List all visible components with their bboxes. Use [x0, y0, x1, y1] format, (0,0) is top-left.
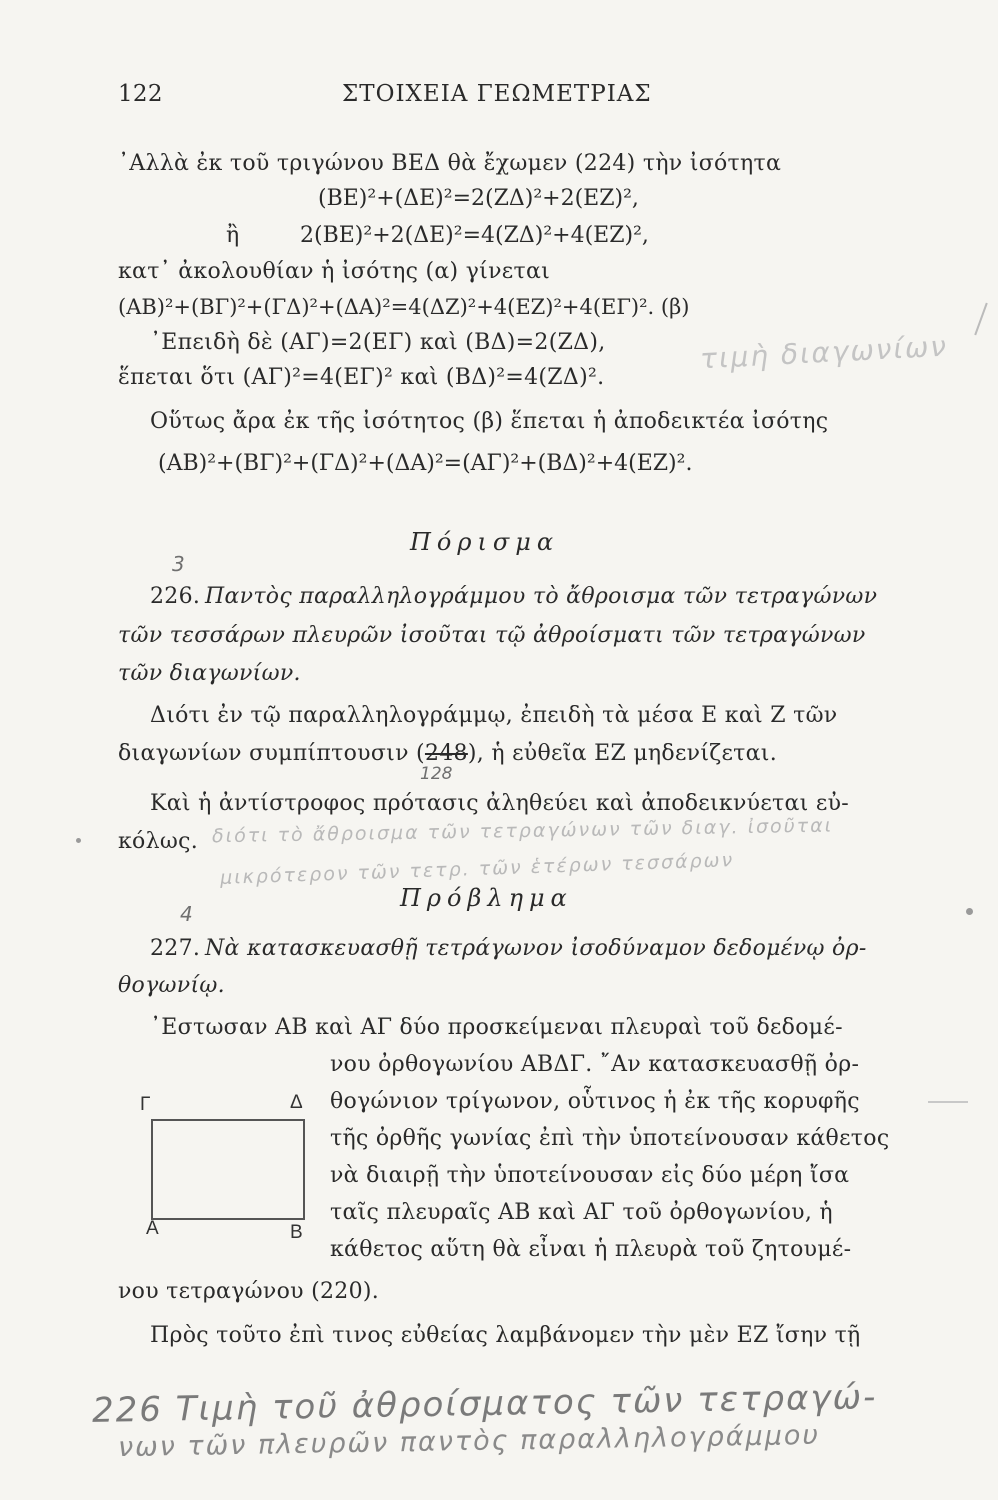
section-226-statement-1: Παντὸς παραλληλογράμμου τὸ ἄθροισμα τῶν τετραγώνων [205, 584, 878, 609]
proof-2-end: ), ἡ εὐθεῖα ΕΖ μηδενίζεται. [467, 741, 778, 766]
proof-2-start: διαγωνίων συμπίπτουσιν ( [118, 741, 425, 766]
struck-reference: 248 [424, 741, 468, 766]
section-227-line-3: θογώνιον τρίγωνον, οὗτινος ἡ ἐκ τῆς κορυφῆς [330, 1089, 860, 1114]
equation-2-prefix: ἢ [226, 223, 240, 248]
section-226-proof-1: Διότι ἐν τῷ παραλληλογράμμῳ, ἐπειδὴ τὰ μέσα Ε καὶ Ζ τῶν [150, 703, 838, 728]
figure-label-beta: Β [290, 1222, 303, 1243]
figure-label-alpha: Α [146, 1218, 159, 1239]
figure-rectangle [151, 1119, 305, 1220]
pencil-note-line-1: διότι τὸ ἄθροισμα τῶν τετραγώνων τῶν διαγ. ἰσοῦται [211, 814, 834, 848]
handwritten-number-3: 3 [172, 552, 187, 576]
section-227-last-line: νου τετραγώνου (220). [118, 1279, 380, 1304]
handwritten-bottom-line-2: νων τῶν πλευρῶν παντὸς παραλληλογράμμου [117, 1419, 821, 1464]
equation-2: 2(ΒΕ)²+2(ΔΕ)²=4(ΖΔ)²+4(ΕΖ)², [300, 223, 649, 248]
line-accordingly: κατ᾿ ἀκολουθίαν ἡ ἰσότης (α) γίνεται [118, 259, 551, 284]
section-226-statement-3: τῶν διαγωνίων. [118, 661, 301, 686]
heading-problima: Πρόβλημα [400, 884, 573, 912]
handwritten-margin-note: τιμὴ διαγωνίων [699, 329, 949, 376]
section-227-number: 227. [150, 936, 201, 961]
section-227-statement-2: θογωνίῳ. [118, 973, 225, 998]
section-226-converse-2: κόλως. [118, 829, 198, 854]
margin-dash [928, 1101, 968, 1103]
section-226-number: 226. [150, 584, 201, 609]
section-227-line-1: ᾿Εστωσαν ΑΒ καὶ ΑΓ δύο προσκείμεναι πλευραὶ τοῦ δεδομέ- [150, 1015, 843, 1040]
line-since: ᾿Επειδὴ δὲ (ΑΓ)=2(ΕΓ) καὶ (ΒΔ)=2(ΖΔ), [150, 330, 606, 355]
intro-line: ᾿Αλλὰ ἐκ τοῦ τριγώνου ΒΕΔ θὰ ἔχωμεν (224) τὴν ἰσότητα [118, 151, 782, 176]
handwritten-bottom-line-1: 226 Τιμὴ τοῦ ἀθροίσματος τῶν τετραγώ- [91, 1377, 878, 1431]
equation-3: (ΑΒ)²+(ΒΓ)²+(ΓΔ)²+(ΔΑ)²=4(ΔΖ)²+4(ΕΖ)²+4(ΕΓ)². (β) [118, 295, 690, 319]
pencil-note-line-2: μικρότερον τῶν τετρ. τῶν ἑτέρων τεσσάρων [219, 849, 735, 889]
line-thus: Οὕτως ἄρα ἐκ τῆς ἰσότητος (β) ἕπεται ἡ ἀποδεικτέα ἰσότης [150, 409, 829, 434]
equation-1: (ΒΕ)²+(ΔΕ)²=2(ΖΔ)²+2(ΕΖ)², [318, 186, 639, 211]
section-227-line-6: ταῖς πλευραῖς ΑΒ καὶ ΑΓ τοῦ ὀρθογωνίου, ἡ [330, 1200, 833, 1225]
figure-label-delta: Δ [290, 1092, 303, 1113]
margin-dot-left [76, 838, 81, 843]
section-227-line-7: κάθετος αὕτη θὰ εἶναι ἡ πλευρὰ τοῦ ζητουμέ- [330, 1237, 852, 1262]
section-226-statement-2: τῶν τεσσάρων πλευρῶν ἰσοῦται τῷ ἀθροίσματι τῶν τετραγώνων [118, 623, 866, 648]
section-227-line-2: νου ὀρθογωνίου ΑΒΔΓ. ῎Αν κατασκευασθῇ ὀρ- [330, 1052, 860, 1077]
margin-dot [966, 908, 973, 915]
handwritten-number-4: 4 [180, 902, 195, 926]
section-227-statement-1: Νὰ κατασκευασθῇ τετράγωνον ἰσοδύναμον δεδομένῳ ὀρ- [205, 936, 867, 961]
section-227-next-paragraph: Πρὸς τοῦτο ἐπὶ τινος εὐθείας λαμβάνομεν τὴν μὲν ΕΖ ἴσην τῇ [150, 1323, 861, 1348]
heading-porisma: Πόρισμα [410, 528, 560, 556]
section-226-converse-1: Καὶ ἡ ἀντίστροφος πρότασις ἀληθεύει καὶ ἀποδεικνύεται εὐ- [150, 791, 849, 816]
equation-4: (ΑΒ)²+(ΒΓ)²+(ΓΔ)²+(ΔΑ)²=(ΑΓ)²+(ΒΔ)²+4(ΕΖ)². [158, 451, 693, 476]
pencil-mark [974, 303, 988, 336]
handwritten-number-128: 128 [420, 764, 453, 784]
page-number: 122 [118, 81, 163, 107]
running-title: ΣΤΟΙΧΕΙΑ ΓΕΩΜΕΤΡΙΑΣ [342, 81, 652, 107]
line-follows: ἕπεται ὅτι (ΑΓ)²=4(ΕΓ)² καὶ (ΒΔ)²=4(ΖΔ)². [118, 365, 605, 390]
section-227-line-5: νὰ διαιρῇ τὴν ὑποτείνουσαν εἰς δύο μέρη ἴσα [330, 1163, 850, 1188]
section-227-line-4: τῆς ὀρθῆς γωνίας ἐπὶ τὴν ὑποτείνουσαν κάθετος [330, 1126, 890, 1151]
figure-label-gamma: Γ [140, 1094, 151, 1115]
